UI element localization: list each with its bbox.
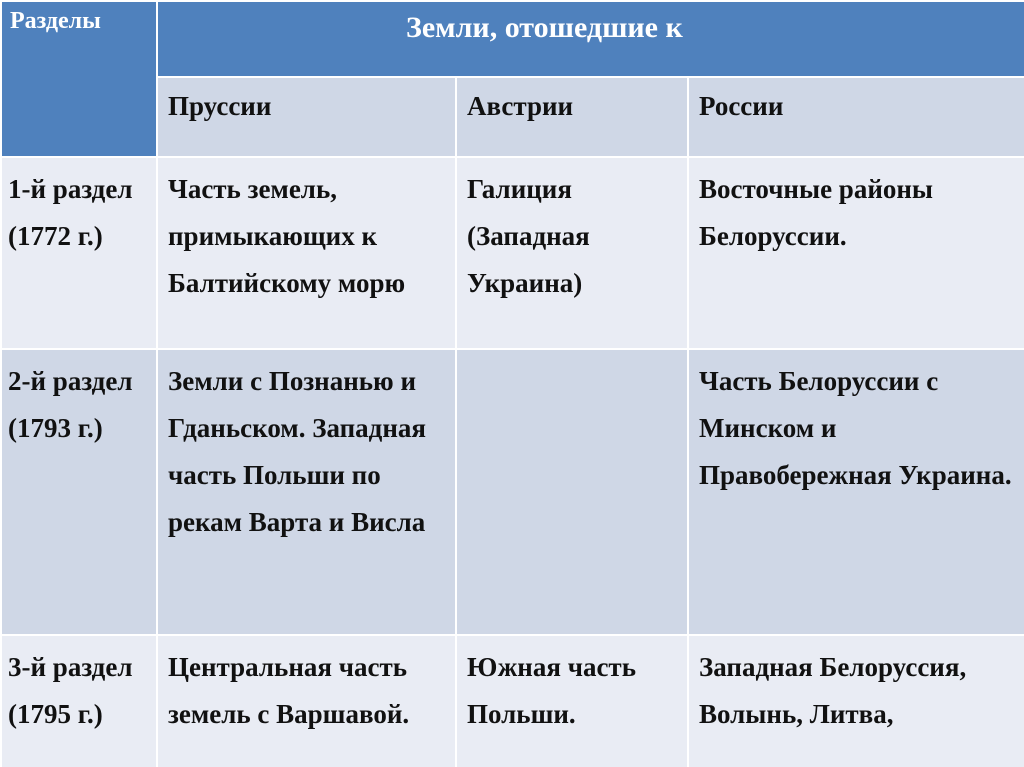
- austria-cell: [456, 349, 688, 635]
- prussia-cell: Земли с Познанью и Гданьском. Западная часть Польши по рекам Варта и Висла: [157, 349, 456, 635]
- russia-cell: Восточные районы Белоруссии.: [688, 157, 1024, 349]
- russia-cell: Часть Белоруссии с Минском и Правобережная Украина.: [688, 349, 1024, 635]
- table-row: [1, 157, 1024, 349]
- column-header-austria: Австрии: [456, 77, 688, 157]
- lands-title-header: Земли, отошедшие к: [157, 1, 1024, 77]
- austria-cell: Галиция (Западная Украина): [456, 157, 688, 349]
- header-row: [1, 1, 1024, 77]
- table-row: [1, 635, 1024, 767]
- partition-cell: 3-й раздел (1795 г.): [1, 635, 157, 767]
- table-row: [1, 349, 1024, 635]
- austria-cell: Южная часть Польши.: [456, 635, 688, 767]
- prussia-cell: Центральная часть земель с Варшавой.: [157, 635, 456, 767]
- prussia-cell: Часть земель, примыкающих к Балтийскому морю: [157, 157, 456, 349]
- column-header-russia: России: [688, 77, 1024, 157]
- partition-cell: 1-й раздел (1772 г.): [1, 157, 157, 349]
- sections-header: Разделы: [1, 1, 157, 157]
- column-header-prussia: Пруссии: [157, 77, 456, 157]
- russia-cell: Западная Белоруссия, Волынь, Литва,: [688, 635, 1024, 767]
- partition-cell: 2-й раздел (1793 г.): [1, 349, 157, 635]
